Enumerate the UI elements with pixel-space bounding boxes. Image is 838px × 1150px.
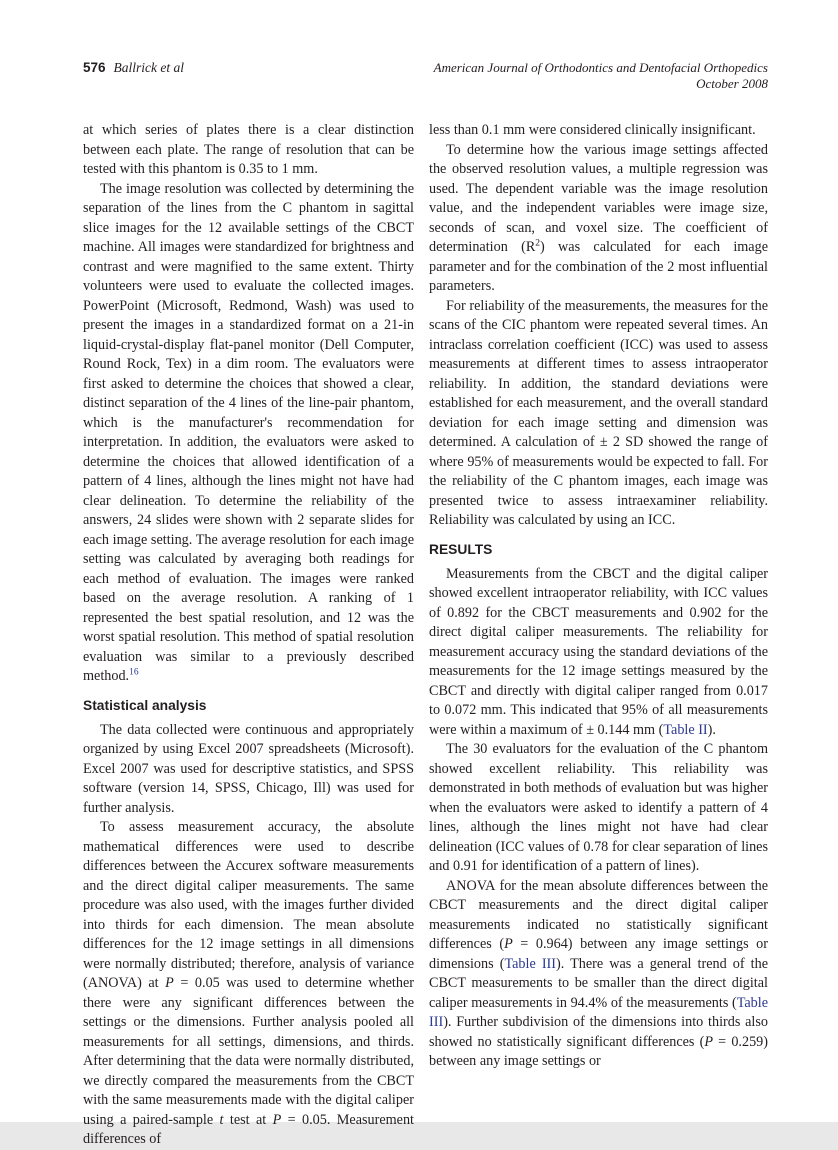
italic-variable: P <box>704 1033 714 1050</box>
body-text: = 0.964) between any image settings or dimensions ( <box>429 936 769 972</box>
paragraph <box>429 121 768 141</box>
body-text: The image resolution was collected by determining the separation of the lines from the C phantom in sagittal slice images for the 12 available settings of the CBCT machine. All images were standardized for brightness and contrast and were magnified to the same extent. Thirty volunteers were used to evaluate the collected images. PowerPoint (Microsoft, Redmond, Wash) was used to present the images in a standardized format on a 21-in liquid-crystal-display flat-panel monitor (Dell Computer, Round Rock, Tex) in a dim room. The evaluators were first asked to determine the choices that showed a clear, distinct separation of the 4 lines of the line-pair phantom, which is the manufacturer's recommendation for interpretation. In addition, the evaluators were asked to determine the choices that allowed identification of a pattern of 4 lines, although the lines might not have had clear delineation. To determine the reliability of the answers, 24 slides were shown with 2 separate slides for each image setting. The average resolution for each image setting was calculated by averaging both readings for each method of evaluation. The images were ranked based on the average resolution. A ranking of 1 represented the best spatial resolution, and 12 was the worst spatial resolution. This method of spatial resolution evaluation was similar to a previously described method. <box>83 180 414 684</box>
section-heading: RESULTS <box>429 541 493 557</box>
body-text: ). Further subdivision of the dimensions into thirds also showed no statistically significant differences ( <box>429 1014 768 1050</box>
running-authors: Ballrick et al <box>113 60 185 75</box>
body-text: To assess measurement accuracy, the absolute mathematical differences were used to describe differences between the Accurex software measurements and the direct digital caliper measurements. The same procedure was also used, with the images further divided into thirds for each dimension. The mean absolute differences for the 12 image settings in all dimensions were normally distributed; therefore, analysis of variance (ANOVA) at <box>83 819 414 991</box>
issue-date: October 2008 <box>696 76 768 91</box>
superscript: 2 <box>535 238 541 249</box>
body-text: = 0.05. Measurement differences of <box>83 1111 414 1147</box>
body-text: = 0.259) between any image settings or <box>429 1033 768 1069</box>
table-link[interactable]: Table III <box>504 955 556 972</box>
body-text: Measurements from the CBCT and the digital caliper showed excellent intraoperator reliability, with ICC values of 0.892 for the CBCT measurements and 0.902 for the direct digital caliper measurements. The reliability for measurement accuracy using the standard deviations of the measurements for the 12 image settings measured by the CBCT and directly with digital caliper ranged from 0.017 to 0.072 mm. This indicated that 95% of all measurements were within a maximum of ± 0.144 mm ( <box>429 565 768 738</box>
paragraph <box>83 180 414 687</box>
reference-link[interactable]: 16 <box>129 667 139 678</box>
body-text: less than 0.1 mm were considered clinically insignificant. <box>429 122 756 138</box>
body-text: ANOVA for the mean absolute differences between the CBCT measurements and the direct digital caliper measurements indicated no statistically significant differences ( <box>429 877 768 952</box>
body-text: The data collected were continuous and appropriately organized by using Excel 2007 spreadsheets (Microsoft). Excel 2007 was used for descriptive statistics, and SPSS software (version 14, SPSS, Chicago, Ill) was used for further analysis. <box>83 721 414 816</box>
body-text: To determine how the various image settings affected the observed resolution values, a multiple regression was used. The dependent variable was the image resolution value, and the independent variables were image size, seconds of scan, and voxel size. The coefficient of determination (R <box>429 141 768 255</box>
body-text: For reliability of the measurements, the measures for the scans of the CIC phantom were repeated several times. An intraclass correlation coefficient (ICC) was used to assess measurements at different times to assess intraoperator reliability. In addition, the standard deviations were established for each measurement, and the overall standard deviation for each image setting and dimension was determined. A calculation of ± 2 SD showed the range of where 95% of measurements would be expected to fall. For the reliability of the C phantom images, each image was presented twice to assess intraexaminer reliability. Reliability was calculated by using an ICC. <box>429 297 768 528</box>
paragraph <box>429 565 768 741</box>
paragraph <box>83 721 414 819</box>
journal-title: American Journal of Orthodontics and Dentofacial Orthopedics <box>433 60 768 75</box>
body-text: ). <box>707 721 716 738</box>
italic-variable: t <box>219 1111 224 1128</box>
paragraph <box>83 818 414 1150</box>
body-text: ) was calculated for each image parameter and for the combination of the 2 most influential parameters. <box>429 239 768 294</box>
body-text: The 30 evaluators for the evaluation of the C phantom showed excellent reliability. This reliability was demonstrated in both methods of evaluation but was higher when the evaluators were asked to identify a pattern of 4 lines, although the lines might not have had clear delineation (ICC values of 0.78 for clear separation of lines and 0.91 for identification of a pattern of lines). <box>429 741 768 874</box>
running-head-left <box>83 60 184 76</box>
paragraph <box>429 297 768 531</box>
column-left <box>83 121 414 1150</box>
italic-variable: P <box>504 936 513 952</box>
body-text: ). There was a general trend of the CBCT measurements to be smaller than the direct digital caliper measurements in 94.4% of the measurements ( <box>429 955 768 1011</box>
body-text: at which series of plates there is a clear distinction between each plate. The range of resolution that can be tested with this phantom is 0.35 to 1 mm. <box>83 122 414 177</box>
paragraph <box>429 740 768 877</box>
column-right <box>429 121 768 1072</box>
table-link[interactable]: Table II <box>663 721 708 738</box>
page-header <box>83 60 768 92</box>
paragraph <box>429 877 768 1072</box>
body-text: = 0.05 was used to determine whether there were any significant differences between the settings or the dimensions. Further analysis pooled all measurements for all settings, dimensions, and thirds. After determining that the data were normally distributed, we directly compared the measurements from the CBCT with the same measurements made with the digital caliper using a paired-sample <box>83 975 414 1128</box>
table-link[interactable]: Table III <box>429 994 768 1030</box>
italic-variable: P <box>165 975 174 991</box>
paragraph <box>429 141 768 297</box>
running-head-right <box>434 60 768 92</box>
page-number: 576 <box>83 60 106 75</box>
italic-variable: P <box>272 1111 282 1128</box>
paragraph <box>83 121 414 180</box>
section-heading: Statistical analysis <box>83 697 207 713</box>
body-text: test at <box>223 1111 273 1128</box>
